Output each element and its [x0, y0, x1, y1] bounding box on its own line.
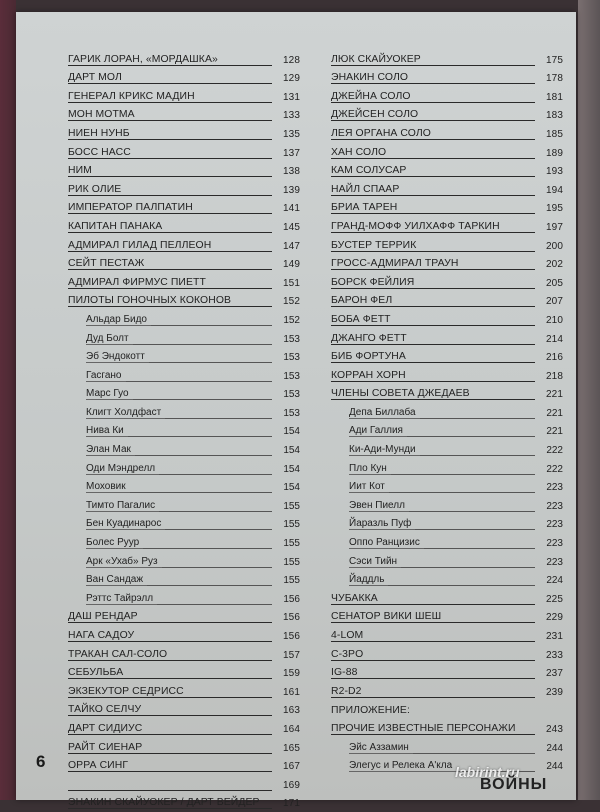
toc-entry — [331, 162, 563, 181]
entry-title: Ади Галлия — [349, 425, 407, 437]
entry-title: IG-88 — [331, 667, 362, 679]
leader-line — [331, 678, 535, 679]
toc-subentry — [68, 478, 300, 497]
entry-title: ЛЕЯ ОРГАНА СОЛО — [331, 128, 435, 140]
entry-page-number: 202 — [546, 259, 563, 271]
toc-subentry — [68, 385, 300, 404]
entry-page-number: 155 — [283, 538, 300, 550]
toc-entry — [331, 701, 563, 720]
toc-entry — [68, 738, 300, 757]
entry-page-number: 223 — [546, 556, 563, 568]
entry-title — [68, 790, 72, 791]
entry-title: Элегус и Релека А'кла — [349, 760, 456, 772]
toc-entry — [68, 775, 300, 794]
toc-entry — [68, 682, 300, 701]
entry-title: НАЙЛ СПААР — [331, 184, 403, 196]
toc-subentry — [68, 440, 300, 459]
entry-page-number: 153 — [283, 389, 300, 401]
entry-title: ТРАКАН САЛ-СОЛО — [68, 649, 171, 661]
toc-entry — [331, 310, 563, 329]
entry-title: БАРОН ФЕЛ — [331, 295, 396, 307]
toc-subentry — [331, 478, 563, 497]
entry-title: Моховик — [86, 481, 130, 493]
toc-entry — [68, 217, 300, 236]
toc-entry — [331, 329, 563, 348]
toc-entry — [68, 236, 300, 255]
entry-title: БУСТЕР ТЕРРИК — [331, 240, 420, 252]
toc-entry — [68, 645, 300, 664]
entry-page-number: 138 — [283, 166, 300, 178]
entry-title: Эвен Пиелл — [349, 500, 409, 512]
entry-title: ЛЮК СКАЙУОКЕР — [331, 54, 425, 66]
entry-page-number: 221 — [546, 426, 563, 438]
toc-entry — [331, 180, 563, 199]
toc-entry — [68, 626, 300, 645]
entry-title: ДАРТ СИДИУС — [68, 723, 146, 735]
entry-page-number: 223 — [546, 538, 563, 550]
entry-title: Оди Мэндрелл — [86, 463, 159, 475]
entry-page-number: 178 — [546, 73, 563, 85]
entry-title: АДМИРАЛ ФИРМУС ПИЕТТ — [68, 277, 210, 289]
entry-page-number: 153 — [283, 333, 300, 345]
toc-entry — [331, 645, 563, 664]
entry-page-number: 133 — [283, 110, 300, 122]
entry-page-number: 244 — [546, 742, 563, 754]
entry-page-number: 207 — [546, 296, 563, 308]
contents-column-left — [68, 50, 300, 812]
entry-page-number: 154 — [283, 426, 300, 438]
entry-title: Пло Кун — [349, 463, 391, 475]
entry-page-number: 205 — [546, 277, 563, 289]
entry-title: РАЙТ СИЕНАР — [68, 742, 146, 754]
toc-entry — [68, 292, 300, 311]
entry-title: ЭНАКИН СОЛО — [331, 72, 412, 84]
entry-page-number: 155 — [283, 556, 300, 568]
entry-page-number: 128 — [283, 54, 300, 66]
entry-title: БОРСК ФЕЙЛИЯ — [331, 277, 418, 289]
book-spine — [0, 0, 16, 800]
entry-title: Оппо Ранцизис — [349, 537, 424, 549]
entry-page-number: 159 — [283, 668, 300, 680]
entry-page-number: 229 — [546, 612, 563, 624]
entry-page-number: 183 — [546, 110, 563, 122]
entry-title: БРИА ТАРЕН — [331, 202, 401, 214]
toc-entry — [68, 106, 300, 125]
entry-page-number: 165 — [283, 742, 300, 754]
entry-title: ЧЛЕНЫ СОВЕТА ДЖЕДАЕВ — [331, 388, 474, 400]
toc-entry — [68, 701, 300, 720]
entry-page-number: 135 — [283, 128, 300, 140]
entry-page-number: 171 — [283, 798, 300, 810]
toc-subentry — [68, 496, 300, 515]
entry-title: ЧУБАККА — [331, 593, 382, 605]
entry-title: R2-D2 — [331, 686, 366, 698]
toc-entry — [68, 124, 300, 143]
entry-page-number: 195 — [546, 203, 563, 215]
entry-page-number: 200 — [546, 240, 563, 252]
entry-title: БОБА ФЕТТ — [331, 314, 395, 326]
entry-page-number: 157 — [283, 649, 300, 661]
entry-title: Рэттс Тайрэлл — [86, 593, 157, 605]
toc-entry — [331, 664, 563, 683]
toc-entry — [331, 385, 563, 404]
entry-page-number: 152 — [283, 314, 300, 326]
entry-page-number: 223 — [546, 519, 563, 531]
entry-page-number: 222 — [546, 445, 563, 457]
entry-title: ХАН СОЛО — [331, 147, 390, 159]
toc-subentry — [68, 552, 300, 571]
toc-entry — [331, 273, 563, 292]
entry-title: ГРАНД-МОФФ УИЛХАФФ ТАРКИН — [331, 221, 504, 233]
entry-page-number: 156 — [283, 612, 300, 624]
entry-page-number: 154 — [283, 463, 300, 475]
entry-title: Тимто Пагалис — [86, 500, 159, 512]
entry-title: СЕБУЛЬБА — [68, 667, 127, 679]
entry-page-number: 131 — [283, 91, 300, 103]
page-number: 6 — [36, 752, 46, 771]
toc-subentry — [331, 515, 563, 534]
toc-entry — [331, 292, 563, 311]
entry-page-number: 237 — [546, 668, 563, 680]
toc-entry — [68, 255, 300, 274]
entry-page-number: 156 — [283, 631, 300, 642]
entry-page-number: 210 — [546, 314, 563, 326]
toc-subentry — [68, 403, 300, 422]
entry-page-number: 216 — [546, 352, 563, 364]
entry-title: Нива Ки — [86, 425, 128, 437]
toc-entry — [331, 143, 563, 162]
entry-title: ПРОЧИЕ ИЗВЕСТНЫЕ ПЕРСОНАЖИ — [331, 723, 520, 735]
toc-entry — [331, 626, 563, 645]
toc-subentry — [331, 757, 563, 776]
toc-entry — [331, 50, 563, 69]
entry-page-number: 139 — [283, 184, 300, 196]
toc-subentry — [331, 403, 563, 422]
toc-subentry — [68, 459, 300, 478]
toc-entry — [331, 69, 563, 88]
entry-page-number: 244 — [546, 761, 563, 773]
entry-page-number: 218 — [546, 370, 563, 382]
entry-title: Марс Гуо — [86, 388, 133, 400]
entry-page-number: 243 — [546, 723, 563, 735]
toc-entry — [331, 236, 563, 255]
entry-title: СЕНАТОР ВИКИ ШЕШ — [331, 611, 445, 623]
entry-page-number: 155 — [283, 500, 300, 512]
toc-subentry — [68, 515, 300, 534]
entry-title: Клигт Холдфаст — [86, 407, 165, 419]
toc-entry — [331, 255, 563, 274]
toc-entry — [331, 719, 563, 738]
entry-title: Иит Кот — [349, 481, 389, 493]
entry-title: Йаразль Пуф — [349, 518, 415, 530]
toc-subentry — [68, 366, 300, 385]
entry-page-number: 155 — [283, 519, 300, 531]
entry-page-number: 167 — [283, 761, 300, 773]
toc-entry — [68, 664, 300, 683]
toc-entry — [331, 87, 563, 106]
entry-page-number: 189 — [546, 147, 563, 159]
toc-entry — [68, 180, 300, 199]
entry-title: Элан Мак — [86, 444, 135, 456]
entry-title: НАГА САДОУ — [68, 630, 138, 642]
entry-page-number: 137 — [283, 147, 300, 159]
entry-page-number: 223 — [546, 500, 563, 512]
entry-title: ДЖЕЙНА СОЛО — [331, 91, 415, 103]
toc-entry — [68, 87, 300, 106]
entry-title: ГЕНЕРАЛ КРИКС МАДИН — [68, 91, 199, 103]
entry-title: КАПИТАН ПАНАКА — [68, 221, 166, 233]
toc-subentry — [68, 329, 300, 348]
entry-title: Депа Биллаба — [349, 407, 420, 419]
toc-subentry — [68, 533, 300, 552]
entry-title: Ки-Ади-Мунди — [349, 444, 420, 456]
entry-title: ДАРТ МОЛ — [68, 72, 126, 84]
entry-page-number: 222 — [546, 463, 563, 475]
entry-title: РИК ОЛИЕ — [68, 184, 125, 196]
toc-entry — [68, 608, 300, 627]
brand-text: ВОЙНЫ — [480, 776, 548, 793]
toc-subentry — [68, 589, 300, 608]
toc-subentry — [68, 571, 300, 590]
entry-page-number: 233 — [546, 649, 563, 661]
entry-page-number: 163 — [283, 705, 300, 717]
toc-entry — [331, 124, 563, 143]
opposite-page-edge — [578, 0, 600, 800]
entry-page-number: 152 — [283, 296, 300, 308]
entry-page-number: 154 — [283, 445, 300, 457]
entry-title: ДЖЕЙСЕН СОЛО — [331, 109, 422, 121]
contents-page — [16, 12, 576, 810]
entry-page-number: 225 — [546, 593, 563, 605]
entry-title: ИМПЕРАТОР ПАЛПАТИН — [68, 202, 197, 214]
toc-entry — [331, 106, 563, 125]
entry-title: Эб Эндокотт — [86, 351, 149, 363]
entry-title: 4-LOM — [331, 630, 367, 642]
entry-page-number: 175 — [546, 54, 563, 66]
entry-title: ЭКЗЕКУТОР СЕДРИСС — [68, 686, 188, 698]
entry-title: КОРРАН ХОРН — [331, 370, 410, 382]
leader-line — [68, 176, 272, 177]
toc-subentry — [331, 533, 563, 552]
entry-page-number: 141 — [283, 203, 300, 215]
toc-subentry — [68, 422, 300, 441]
toc-entry — [68, 757, 300, 776]
leader-line — [68, 790, 272, 791]
entry-title: Бен Куадинарос — [86, 518, 165, 530]
entry-title: Арк «Ухаб» Руз — [86, 556, 162, 568]
toc-entry — [68, 143, 300, 162]
entry-page-number: 197 — [546, 221, 563, 233]
entry-page-number: 231 — [546, 631, 563, 642]
toc-entry — [331, 608, 563, 627]
entry-title: ОРРА СИНГ — [68, 760, 132, 772]
entry-title: СЕЙТ ПЕСТАЖ — [68, 258, 148, 270]
toc-subentry — [68, 310, 300, 329]
toc-entry — [68, 273, 300, 292]
entry-page-number: 147 — [283, 240, 300, 252]
entry-page-number: 151 — [283, 277, 300, 289]
entry-title: ДАШ РЕНДАР — [68, 611, 142, 623]
toc-entry — [331, 366, 563, 385]
entry-page-number: 164 — [283, 723, 300, 735]
entry-page-number: 161 — [283, 686, 300, 698]
toc-subentry — [331, 496, 563, 515]
toc-entry — [331, 348, 563, 367]
toc-subentry — [331, 738, 563, 757]
top-background — [0, 0, 600, 12]
entry-page-number: 194 — [546, 184, 563, 196]
toc-subentry — [331, 422, 563, 441]
toc-subentry — [331, 440, 563, 459]
toc-entry — [68, 719, 300, 738]
entry-page-number: 214 — [546, 333, 563, 345]
entry-title: Гасгано — [86, 370, 126, 382]
entry-page-number: 221 — [546, 407, 563, 419]
entry-title: ГРОСС-АДМИРАЛ ТРАУН — [331, 258, 462, 270]
toc-entry — [68, 50, 300, 69]
entry-title: БОСС НАСС — [68, 147, 135, 159]
entry-title: Сэси Тийн — [349, 556, 401, 568]
entry-title: АДМИРАЛ ГИЛАД ПЕЛЛЕОН — [68, 240, 215, 252]
entry-page-number: 181 — [546, 91, 563, 103]
entry-page-number: 154 — [283, 482, 300, 494]
entry-page-number: 185 — [546, 128, 563, 140]
entry-title: Йаддль — [349, 574, 388, 586]
entry-title: ДЖАНГО ФЕТТ — [331, 333, 411, 345]
entry-page-number: 193 — [546, 166, 563, 178]
entry-page-number: 156 — [283, 593, 300, 605]
toc-subentry — [331, 459, 563, 478]
entry-page-number: 129 — [283, 73, 300, 85]
watermark-text: labirint.ru — [455, 764, 520, 780]
toc-subentry — [68, 348, 300, 367]
entry-page-number: 169 — [283, 779, 300, 791]
entry-title: Болес Руур — [86, 537, 143, 549]
toc-entry — [68, 69, 300, 88]
entry-title: ТАЙКО СЕЛЧУ — [68, 704, 145, 716]
entry-title: БИБ ФОРТУНА — [331, 351, 410, 363]
entry-title: Альдар Бидо — [86, 314, 151, 326]
entry-page-number: 221 — [546, 389, 563, 401]
entry-title: Эйс Аззамин — [349, 742, 413, 754]
toc-entry — [331, 217, 563, 236]
entry-page-number: 239 — [546, 686, 563, 698]
entry-title: Ван Сандаж — [86, 574, 147, 586]
entry-page-number: 224 — [546, 575, 563, 587]
entry-page-number: 153 — [283, 370, 300, 382]
toc-entry — [331, 199, 563, 218]
entry-title: НИМ — [68, 165, 96, 177]
toc-entry — [331, 682, 563, 701]
toc-entry — [68, 794, 300, 812]
entry-title: МОН МОТМА — [68, 109, 139, 121]
entry-page-number: 145 — [283, 221, 300, 233]
toc-subentry — [331, 571, 563, 590]
entry-page-number: 149 — [283, 259, 300, 271]
toc-entry — [331, 589, 563, 608]
entry-title: ЭНАКИН СКАЙУОКЕР / ДАРТ ВЕЙДЕР — [68, 797, 264, 809]
entry-title: ПРИЛОЖЕНИЕ: — [331, 705, 410, 717]
entry-page-number: 155 — [283, 575, 300, 587]
toc-entry — [68, 199, 300, 218]
entry-title: C-3PO — [331, 649, 367, 661]
entry-title: Дуд Болт — [86, 333, 133, 345]
entry-page-number: 223 — [546, 482, 563, 494]
entry-title: ГАРИК ЛОРАН, «МОРДАШКА» — [68, 54, 222, 66]
entry-title: НИЕН НУНБ — [68, 128, 134, 140]
entry-title: ПИЛОТЫ ГОНОЧНЫХ КОКОНОВ — [68, 295, 235, 307]
entry-page-number: 153 — [283, 407, 300, 419]
entry-title: КАМ СОЛУСАР — [331, 165, 410, 177]
toc-entry — [68, 162, 300, 181]
toc-subentry — [331, 552, 563, 571]
entry-page-number: 153 — [283, 352, 300, 364]
contents-column-right — [331, 50, 563, 775]
